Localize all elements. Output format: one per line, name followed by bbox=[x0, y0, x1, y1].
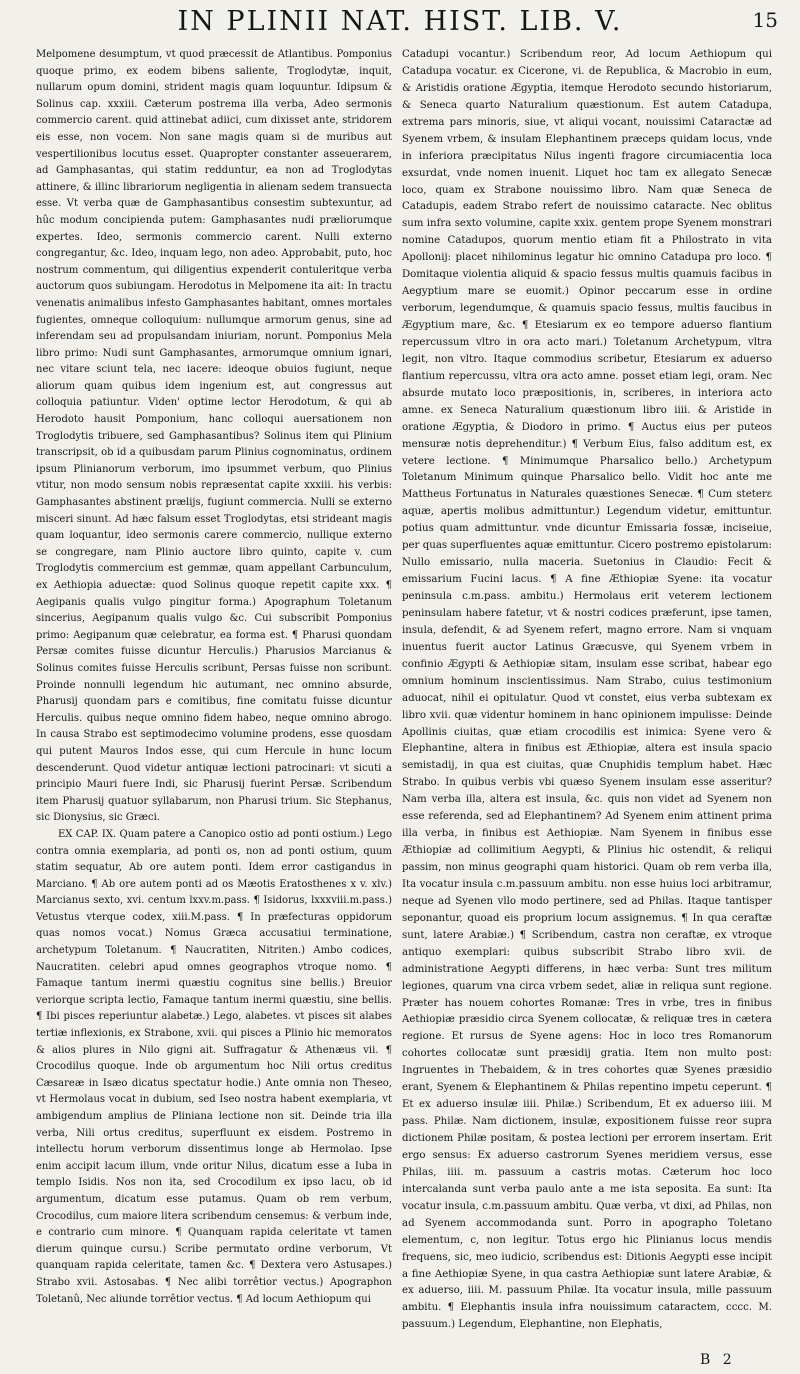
running-head: IN PLINII NAT. HIST. LIB. V. bbox=[177, 6, 623, 37]
signature-mark: B 2 bbox=[700, 1352, 736, 1368]
left-paragraph-2: EX CAP. IX. Quam patere a Canopico ostio ad ponti ostium.) Lego contra omnia exemplaria, ad ponti os, non ad ponti ostium, quum statim sequatur, Ab ore autem ponti. Idem error castigandus in Marciano. ¶ Ab ore autem ponti ad os Mæotis Eratosthenes x v. xlv.) Marcianus sexto, xvi. centum lxxv.m.pass. ¶ Isidorus, lxxxviii.m.pass.) Vetustus vterque codex, xiii.M.pass. ¶ In præfecturas oppidorum quas nomos vocat.) Nomus Græca accusatiui terminatione, archetypum Toletanum. ¶ Naucratiten, Nitriten.) Ambo codices, Naucratiten. celebri apud omnes geographos vtroque nomo. ¶ Famaque tantum inermi quæstiu cognitus sine bellis.) Breuior veriorque scripta lectio, Famaque tantum inermi quæstiu, sine bellis. ¶ Ibi pisces reperiuntur alabetæ.) Lego, alabetes. vt pisces sit alabes tertiæ inflexionis, ex Strabone, xvii. qui pisces a Plinio hic memoratos & alios plures in Nilo gigni ait. Suffragatur & Athenæus vii. ¶ Crocodilus quoque. Inde ob argumentum hoc Nili ortus creditus Cæsareæ in Isæo dicatus spectatur hodie.) Ante omnia non Theseo, vt Hermolaus vocat in dubium, sed Iseo nostra habent exemplaria, vt ambigendum amplius de Pliniana lectione non sit. Deinde tria illa verba, Nili ortus creditus, superfluunt ex eisdem. Postremo in intellectu horum verborum dissentimus longe ab Hermolao. Ipse enim accipit lacum illum, vnde oritur Nilus, dicatum esse a Iuba in templo Isidis. Nos non ita, sed Crocodilum ex ipso lacu, ob id argumentum, dicatum esse putamus. Quam ob rem verbum, Crocodilus, cum maiore litera scribendum censemus: & verbum inde, e contrario cum minore. ¶ Quanquam rapida celeritate vt tamen dierum quinque cursu.) Scribe permutato ordine verborum, Vt quanquam rapida celeritate, tamen &c. ¶ Dextera vero Astusapes.) Strabo xvii. Astosabas. ¶ Nec alibi torrêtior vectus.) Apographon Toletanû, Nec aliunde torrêtior vectus. ¶ Ad locum Aethiopum qui bbox=[36, 828, 392, 1305]
left-column bbox=[36, 47, 392, 1308]
left-paragraph-1: Melpomene desumptum, vt quod præcessit de Atlantibus. Pomponius quoque primo, ex eodem bibens saliente, Troglodytæ, inquit, nullarum opum domini, strident magis quam loquuntur. Idipsum & Solinus cap. xxxiii. Cæterum postrema illa verba, Adeo sermonis commercio carent. quid attinebat adiici, cum dixisset ante, stridorem eis esse, non vocem. Non sane magis quam si de muribus aut vespertilionibus locutus esset. Quapropter constanter asseuerarem, ad Gamphasantas, qui statim redduntur, ea non ad Troglodytas attinere, & illinc librariorum negligentia in alienam sedem transuecta esse. Vt verba quæ de Gamphasantibus consestim subtexuntur, ad hûc modum concipienda putem: Gamphasantes nudi præliorumque expertes. Ideo, sermonis commercio carent. Nulli externo congregantur, &c. Ideo, inquam lego, non adeo. Approbabit, puto, hoc nostrum commentum, qui diligentius expenderit contuleritque verba auctorum quos subiungam. Herodotus in Melpomene ita ait: In tractu venenatis animalibus infesto Gamphasantes habitant, omnes mortales fugientes, omneque colloquium: nullumque armorum genus, sine ad inferendam seu ad propulsandam iniuriam, norunt. Pomponius Mela libro primo: Nudi sunt Gamphasantes, armorumque omnium ignari, nec vitare sciunt tela, nec iacere: ideoque obuios fugiunt, neque aliorum quam quibus idem ingenium est, aut congressus aut colloquia patiuntur. Viden' optime lector Herodotum, & qui ab Herodoto hausit Pomponium, hanc colloqui auersationem non Troglodytis tribuere, sed Gamphasantibus? Solinus item qui Plinium transcripsit, ob id a quibusdam parum Plinius cognominatus, ordinem ipsum Plinianorum verborum, imo ipsummet verbum, quo Plinius vtitur, non modo sensum nobis repræsentat capite xxxiii. his verbis: Gamphasantes abstinent prælijs, fugiunt commercia. Nulli se externo misceri sinunt. Ad hæc falsum esset Troglodytas, etsi strideant magis quam loquantur, ideo sermonis carere commercio, nullique externo se congregare, nam Plinio auctore libro quinto, capite v. cum Troglodytis commercium est gemmæ, quam appellant Carbunculum, ex Aethiopia aduectæ: quod Solinus quoque repetit capite xxx. ¶ Aegipanis qualis vulgo pingitur forma.) Apographum Toletanum sincerius, Aegipanum qualis vulgo &c. Cui subscribit Pomponius primo: Aegipanum quæ celebratur, ea forma est. ¶ Pharusi quondam Persæ comites fuisse dicuntur Herculis.) Pharusios Marcianus & Solinus comites fuisse Herculis scribunt, Persas fuisse non scribunt. Proinde nonnulli legendum hic autumant, nec omnino absurde, Pharusij quondam pars e comitibus, fine comitatu fuisse dicuntur Herculis. quibus neque omnino fidem habeo, neque omnino abrogo. In causa Strabo est septimodecimo volumine prodens, esse quosdam qui putent Mauros Indos esse, qui cum Hercule in hunc locum descenderunt. Quod videtur antiquæ lectioni patrocinari: vt sicuti a principio Mauri fuere Indi, sic Pharusij fuerint Persæ. Scribendum item Pharusij quatuor syllabarum, non Pharusi trium. Sic Stephanus, sic Dionysius, sic Græci. bbox=[36, 49, 392, 824]
page-number: 15 bbox=[752, 8, 778, 32]
right-paragraph-1: Catadupi vocantur.) Scribendum reor, Ad locum Aethiopum qui Catadupa vocatur. ex Cicerone, vi. de Republica, & Macrobio in eum, & Aristidis oratione Ægyptia, itemque Herodoto secundo historiarum, & Seneca quarto Naturalium quæstionum. Est autem Catadupa, extrema pars minoris, siue, vt aliqui vocant, nouissimi Cataractæ ad Syenem vrbem, & insulam Elephantinem præceps quidam locus, vnde in inferiora præcipitatus Nilus ingenti fragore circumiacentia loca exsurdat, vnde nomen inuenit. Liquet hoc tam ex allegato Senecæ loco, quam ex Strabone nouissimo libro. Nam quæ Seneca de Catadupis, eadem Strabo refert de nouissimo cataracte. Nec oblitus sum infra sexto volumine, capite xxix. gentem prope Syenem monstrari nomine Catadupos, quorum mentio etiam fit a Philostrato in vita Apollonij: placet nihilominus legatur hic omnino Catadupa pro loco. ¶ Domitaque violentia aliquid & spacio fessus multis quamuis facibus in Aegyptium mare se euomit.) Opinor peccarum esse in ordine verborum, legendumque, & quamuis spacio fessus, multis faucibus in Ægyptium mare, &c. ¶ Etesiarum ex eo tempore aduerso flantium repercussum vltro in ora acto mari.) Toletanum Archetypum, vltra legit, non vltro. Itaque commodius scribetur, Etesiarum ex aduerso flantium repercussu, vltra ora acto amne. posset etiam legi, oram. Nec absurde mutato loco præpositionis, in, scriberes, in interiora acto amne. ex Seneca Naturalium quæstionum libro iiii. & Aristide in oratione Ægyptia, & Diodoro in primo. ¶ Auctus eius per puteos mensuræ notis deprehenditur.) ¶ Verbum Eius, falso additum est, ex vetere lectione. ¶ Minimumque Pharsalico bello.) Archetypum Toletanum Minimum quinque Pharsalico bello. Vidit hoc ante me Mattheus Fortunatus in Naturales quæstiones Senecæ. ¶ Cum steterε aquæ, apertis molibus admittuntur.) Legendum videtur, emittuntur. potius quam admittuntur. vnde dicuntur Emissaria fossæ, inciseiue, per quas superfluentes aquæ emittuntur. Cicero postremo epistolarum: Nullo emissario, nulla maceria. Suetonius in Claudio: Fecit & emissarium Fucini lacus. ¶ A fine Æthiopiæ Syene: ita vocatur peninsula c.m.pass. ambitu.) Hermolaus erit veterem lectionem peninsulam habere fatetur, vt & nostri codices præferunt, ipse tamen, insula, defendit, & ad Syenem refert, magno errore. Nam si vnquam inuentus fuerit auctor Latinus Græcusve, qui Syenem vrbem in confinio Ægypti & Aethiopiæ sitam, insulam esse scribat, habear ego omnium hominum inscientissimus. Nam Strabo, cuius testimonium aduocat, nihil ei opitulatur. Quod vt constet, eius verba subtexam ex libro xvii. quæ videntur hominem in hanc opinionem impulisse: Deinde Apollinis ciuitas, quæ etiam crocodilis est inimica: Syene vero & Elephantine, altera in finibus est Æthiopiæ, altera est insula spacio semistadij, in qua est ciuitas, quæ Cnuphidis templum habet. Hæc Strabo. In quibus verbis vbi quæso Syenem insulam esse asseritur? Nam verba illa, altera est insula, &c. quis non videt ad Syenem non esse referenda, sed ad Elephantinem? Ad Syenem enim attinent prima illa verba, in finibus est Aethiopiæ. Nam Syenem in finibus esse Æthiopiæ ad collimitium Aegypti, & Plinius hic ostendit, & reliqui passim, non minus geographi quam historici. Quam ob rem verba illa, Ita vocatur insula c.m.passuum ambitu. non esse huius loci arbitramur, neque ad Syenen vllo modo pertinere, sed ad Philas. Itaque tantisper seponantur, quoad eis proprium locum assignemus. ¶ In qua ceraftæ sunt, latere Arabiæ.) ¶ Scribendum, castra non ceraftæ, ex vtroque antiquo exemplari: quibus subscribit Strabo libro xvii. de administratione Aegypti differens, in hæc verba: Sunt tres militum legiones, quarum vna circa vrbem sedet, aliæ in reliqua sunt regione. Præter has nouem cohortes Romanæ: Tres in vrbe, tres in finibus Aethiopiæ præsidio circa Syenem collocatæ, & reliquæ tres in cætera regione. Et rursus de Syene agens: Hoc in loco tres Romanorum cohortes collocatæ sunt præsidij gratia. Item non multo post: Ingruentes in Thebaidem, & in tres cohortes quæ Syenes præsidio erant, Syenem & Elephantinem & Philas repentino impetu ceperunt. ¶ Et ex aduerso insulæ iiii. Philæ.) Scribendum, Et ex aduerso iiii. M pass. Philæ. Nam dictionem, insulæ, expositionem fuisse reor supra dictionem Philæ positam, & postea lectioni per errorem insertam. Erit ergo sensus: Ex aduerso castrorum Syenes meridiem versus, esse Philas, iiii. m. passuum a castris motas. Cæterum hoc loco intercalanda sunt verba paulo ante a me ista seposita. Ea sunt: Ita vocatur insula, c.m.passuum ambitu. Quæ verba, vt dixi, ad Philas, non ad Syenem accommodanda sunt. Porro in apographo Toletano elementum, c, non legitur. Totus ergo hic Plinianus locus mendis frequens, sic, meo iudicio, scribendus est: Ditionis Aegypti esse incipit a fine Aethiopiæ Syene, in qua castra Aethiopiæ sunt latere Arabiæ, & ex aduerso, iiii. M. passuum Philæ. Ita vocatur insula, mille passuum ambitu. ¶ Elephantis insula infra nouissimum cataractem, cccc. M. passuum.) Legendum, Elephantine, non Elephatis, bbox=[402, 49, 772, 1331]
right-column bbox=[402, 47, 772, 1334]
